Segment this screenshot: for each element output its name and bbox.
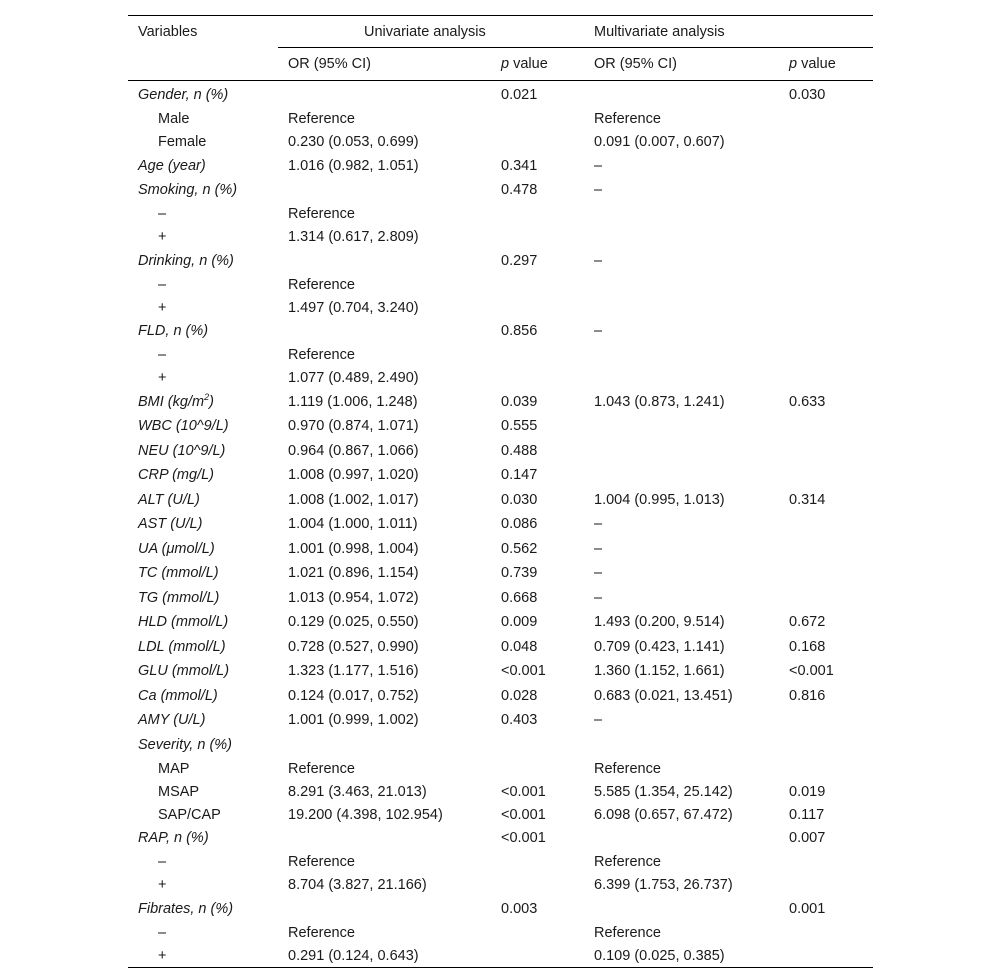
table-row bbox=[128, 488, 873, 513]
univariate-or-cell bbox=[278, 81, 491, 108]
table-row bbox=[128, 108, 873, 131]
multivariate-p-cell bbox=[779, 851, 873, 874]
table-row bbox=[128, 944, 873, 968]
label-text: GLU (mmol/L) bbox=[138, 663, 230, 680]
multivariate-or-cell bbox=[584, 81, 779, 108]
label-text: Fibrates, n (%) bbox=[138, 900, 234, 917]
multivariate-p-cell bbox=[779, 131, 873, 154]
variable-label bbox=[128, 708, 278, 733]
multivariate-p-cell: 0.816 bbox=[789, 687, 826, 704]
table-row bbox=[128, 414, 873, 439]
multivariate-or-cell: – bbox=[594, 540, 603, 557]
table-row bbox=[128, 921, 873, 944]
variable-label bbox=[128, 154, 278, 179]
multivariate-or-cell: – bbox=[594, 157, 603, 174]
univariate-or-cell: 1.001 (0.999, 1.002) bbox=[288, 712, 419, 729]
univariate-p-cell: 0.403 bbox=[501, 712, 538, 729]
univariate-p-cell: <0.001 bbox=[501, 663, 546, 680]
multivariate-or-cell: 6.098 (0.657, 67.472) bbox=[594, 806, 733, 823]
header-group-row bbox=[128, 16, 873, 48]
multivariate-p-cell bbox=[779, 708, 873, 733]
multivariate-or-cell: – bbox=[594, 182, 603, 199]
multivariate-or-header: OR (95% CI) bbox=[584, 48, 779, 81]
multivariate-p-cell: 0.019 bbox=[789, 783, 826, 800]
multivariate-or-cell bbox=[584, 439, 779, 464]
table-row bbox=[128, 684, 873, 709]
multivariate-p-cell bbox=[779, 921, 873, 944]
category-label bbox=[128, 131, 278, 154]
univariate-or-cell: 1.001 (0.998, 1.004) bbox=[288, 540, 419, 557]
multivariate-or-cell bbox=[584, 367, 779, 390]
univariate-or-cell: Reference bbox=[288, 276, 355, 293]
table-row bbox=[128, 708, 873, 733]
multivariate-or-cell bbox=[584, 344, 779, 367]
multivariate-p-cell bbox=[779, 319, 873, 344]
table-row bbox=[128, 367, 873, 390]
univariate-header: Univariate analysis bbox=[278, 16, 584, 48]
univariate-p-cell: 0.086 bbox=[501, 516, 538, 533]
univariate-or-cell: 1.077 (0.489, 2.490) bbox=[288, 370, 419, 386]
variable-label bbox=[128, 390, 278, 415]
category-label bbox=[128, 367, 278, 390]
multivariate-p-cell: <0.001 bbox=[789, 663, 834, 680]
univariate-or-cell: 1.497 (0.704, 3.240) bbox=[288, 299, 419, 316]
label-text: – bbox=[158, 347, 167, 363]
multivariate-or-cell: 5.585 (1.354, 25.142) bbox=[594, 783, 733, 800]
multivariate-p-cell bbox=[779, 586, 873, 611]
table-row bbox=[128, 178, 873, 203]
category-label bbox=[128, 108, 278, 131]
multivariate-or-cell: – bbox=[594, 589, 603, 606]
table-row bbox=[128, 203, 873, 226]
label-text: MSAP bbox=[158, 783, 200, 800]
univariate-or-cell: 8.704 (3.827, 21.166) bbox=[288, 877, 427, 893]
univariate-or-cell bbox=[278, 319, 491, 344]
univariate-or-cell: 0.970 (0.874, 1.071) bbox=[288, 418, 419, 435]
multivariate-p-cell bbox=[779, 537, 873, 562]
variable-label bbox=[128, 826, 278, 851]
label-text: AST (U/L) bbox=[138, 516, 203, 533]
label-text: + bbox=[158, 947, 167, 964]
logistic-regression-table bbox=[128, 15, 873, 968]
multivariate-or-cell: – bbox=[594, 712, 603, 729]
univariate-p-cell bbox=[491, 296, 584, 319]
univariate-p-cell bbox=[491, 367, 584, 390]
multivariate-or-cell bbox=[584, 226, 779, 249]
table-row bbox=[128, 826, 873, 851]
variable-label bbox=[128, 249, 278, 274]
multivariate-p-cell bbox=[779, 154, 873, 179]
univariate-or-cell: 1.008 (0.997, 1.020) bbox=[288, 467, 419, 484]
univariate-or-cell bbox=[278, 826, 491, 851]
univariate-or-cell: Reference bbox=[288, 854, 355, 870]
category-label bbox=[128, 803, 278, 826]
label-text: – bbox=[158, 206, 167, 222]
category-label bbox=[128, 944, 278, 968]
univariate-p-cell: 0.039 bbox=[501, 393, 538, 410]
table-row bbox=[128, 635, 873, 660]
table-row bbox=[128, 561, 873, 586]
variable-label bbox=[128, 81, 278, 108]
univariate-or-cell: 1.004 (1.000, 1.011) bbox=[288, 516, 418, 533]
multivariate-p-cell bbox=[779, 249, 873, 274]
logistic-regression-table-container bbox=[128, 15, 873, 968]
label-text: RAP, n (%) bbox=[138, 830, 209, 847]
univariate-or-cell: Reference bbox=[288, 924, 355, 941]
category-label bbox=[128, 757, 278, 780]
univariate-or-cell: Reference bbox=[288, 347, 355, 363]
multivariate-or-cell: 1.493 (0.200, 9.514) bbox=[594, 614, 725, 631]
label-text: HLD (mmol/L) bbox=[138, 614, 229, 631]
multivariate-p-cell: 0.633 bbox=[789, 393, 826, 410]
multivariate-or-cell: – bbox=[594, 565, 603, 582]
univariate-or-cell: 19.200 (4.398, 102.954) bbox=[288, 806, 443, 823]
univariate-or-cell: 1.323 (1.177, 1.516) bbox=[288, 663, 419, 680]
univariate-or-cell bbox=[278, 249, 491, 274]
multivariate-p-cell bbox=[779, 757, 873, 780]
multivariate-p-cell: 0.001 bbox=[789, 900, 826, 917]
multivariate-or-cell: – bbox=[594, 252, 603, 269]
label-text: SAP/CAP bbox=[158, 806, 221, 823]
univariate-or-cell: 1.314 (0.617, 2.809) bbox=[288, 229, 419, 245]
table-row bbox=[128, 897, 873, 922]
p-italic: p bbox=[501, 56, 510, 72]
table-row bbox=[128, 154, 873, 179]
multivariate-p-cell bbox=[779, 561, 873, 586]
univariate-p-cell bbox=[491, 203, 584, 226]
label-text: – bbox=[158, 854, 167, 870]
univariate-p-cell: <0.001 bbox=[501, 830, 546, 847]
table-body bbox=[128, 81, 873, 968]
univariate-or-cell: 1.013 (0.954, 1.072) bbox=[288, 589, 419, 606]
multivariate-or-cell: 1.004 (0.995, 1.013) bbox=[594, 491, 725, 508]
label-text: UA (μmol/L) bbox=[138, 540, 215, 557]
variable-label bbox=[128, 537, 278, 562]
variable-label bbox=[128, 586, 278, 611]
p-value-word: value bbox=[509, 56, 548, 72]
table-row bbox=[128, 733, 873, 758]
variable-label bbox=[128, 414, 278, 439]
category-label bbox=[128, 344, 278, 367]
variables-header: Variables bbox=[128, 16, 278, 48]
variable-label bbox=[128, 561, 278, 586]
univariate-p-cell: 0.147 bbox=[501, 467, 538, 484]
table-row bbox=[128, 249, 873, 274]
variable-label bbox=[128, 319, 278, 344]
label-text: CRP (mg/L) bbox=[138, 467, 214, 484]
multivariate-or-cell: Reference bbox=[594, 760, 661, 777]
univariate-p-cell: 0.488 bbox=[501, 442, 538, 459]
univariate-or-cell: 1.008 (1.002, 1.017) bbox=[288, 491, 419, 508]
multivariate-or-cell: 1.043 (0.873, 1.241) bbox=[594, 393, 725, 410]
univariate-p-cell: 0.297 bbox=[501, 252, 538, 269]
univariate-p-cell: 0.739 bbox=[501, 565, 538, 582]
variable-label bbox=[128, 684, 278, 709]
label-suffix: ) bbox=[209, 393, 214, 410]
label-text: + bbox=[158, 229, 167, 245]
multivariate-or-cell: Reference bbox=[594, 924, 661, 941]
univariate-p-cell bbox=[491, 226, 584, 249]
univariate-p-cell: <0.001 bbox=[501, 806, 546, 823]
univariate-p-cell: 0.555 bbox=[501, 418, 538, 435]
multivariate-or-cell bbox=[584, 897, 779, 922]
label-text: + bbox=[158, 877, 167, 893]
univariate-p-cell: 0.562 bbox=[501, 540, 538, 557]
multivariate-header: Multivariate analysis bbox=[584, 16, 873, 48]
univariate-or-header: OR (95% CI) bbox=[278, 48, 491, 81]
multivariate-or-cell bbox=[584, 463, 779, 488]
multivariate-p-cell bbox=[779, 367, 873, 390]
univariate-p-cell: 0.048 bbox=[501, 638, 538, 655]
table-row bbox=[128, 610, 873, 635]
multivariate-p-cell bbox=[779, 226, 873, 249]
univariate-p-header bbox=[491, 48, 584, 81]
table-row bbox=[128, 659, 873, 684]
univariate-or-cell: 1.119 (1.006, 1.248) bbox=[288, 393, 418, 410]
multivariate-or-cell bbox=[584, 203, 779, 226]
multivariate-or-cell: Reference bbox=[594, 111, 661, 127]
multivariate-p-cell bbox=[779, 344, 873, 367]
label-text: + bbox=[158, 370, 167, 386]
multivariate-p-cell: 0.117 bbox=[789, 806, 825, 823]
multivariate-or-cell bbox=[584, 296, 779, 319]
univariate-or-cell: 1.021 (0.896, 1.154) bbox=[288, 565, 419, 582]
univariate-p-cell: 0.856 bbox=[501, 323, 538, 340]
univariate-p-cell: 0.030 bbox=[501, 491, 538, 508]
category-label bbox=[128, 203, 278, 226]
multivariate-or-cell: 0.683 (0.021, 13.451) bbox=[594, 687, 733, 704]
univariate-or-cell: 0.129 (0.025, 0.550) bbox=[288, 614, 419, 631]
variable-label bbox=[128, 463, 278, 488]
multivariate-p-cell bbox=[779, 874, 873, 897]
label-text: FLD, n (%) bbox=[138, 323, 209, 340]
variable-label bbox=[128, 733, 278, 758]
multivariate-or-cell: Reference bbox=[594, 854, 661, 870]
header-sub-row bbox=[128, 48, 873, 81]
univariate-p-cell bbox=[491, 851, 584, 874]
label-superscript: 2 bbox=[204, 391, 210, 402]
label-text: MAP bbox=[158, 760, 190, 777]
table-header bbox=[128, 16, 873, 81]
univariate-p-cell bbox=[491, 108, 584, 131]
multivariate-p-header bbox=[779, 48, 873, 81]
univariate-p-cell bbox=[491, 273, 584, 296]
label-text: TG (mmol/L) bbox=[138, 589, 220, 606]
multivariate-or-cell: 1.360 (1.152, 1.661) bbox=[594, 663, 725, 680]
multivariate-or-cell bbox=[584, 273, 779, 296]
univariate-or-cell bbox=[278, 733, 491, 758]
univariate-or-cell: 1.016 (0.982, 1.051) bbox=[288, 157, 419, 174]
table-row bbox=[128, 390, 873, 415]
table-row bbox=[128, 463, 873, 488]
label-text: Age (year) bbox=[138, 157, 206, 174]
category-label bbox=[128, 296, 278, 319]
label-text: Male bbox=[158, 111, 190, 127]
multivariate-or-cell: – bbox=[594, 516, 603, 533]
table-row bbox=[128, 512, 873, 537]
univariate-or-cell: Reference bbox=[288, 206, 355, 222]
multivariate-or-cell bbox=[584, 414, 779, 439]
multivariate-p-cell bbox=[779, 439, 873, 464]
table-row bbox=[128, 226, 873, 249]
label-text: – bbox=[158, 276, 167, 293]
multivariate-or-cell: 0.091 (0.007, 0.607) bbox=[594, 134, 725, 150]
univariate-or-cell: 0.291 (0.124, 0.643) bbox=[278, 944, 491, 968]
univariate-p-cell bbox=[491, 344, 584, 367]
category-label bbox=[128, 851, 278, 874]
label-text: LDL (mmol/L) bbox=[138, 638, 226, 655]
label-text: Ca (mmol/L) bbox=[138, 687, 218, 704]
label-text: Gender, n (%) bbox=[138, 87, 229, 104]
label-text: + bbox=[158, 299, 167, 316]
variable-label bbox=[128, 488, 278, 513]
multivariate-p-cell bbox=[779, 944, 873, 968]
univariate-or-cell: 8.291 (3.463, 21.013) bbox=[288, 783, 427, 800]
label-text: ALT (U/L) bbox=[138, 491, 200, 508]
multivariate-p-cell: 0.314 bbox=[789, 491, 826, 508]
univariate-p-cell: 0.668 bbox=[501, 589, 538, 606]
univariate-p-cell bbox=[491, 131, 584, 154]
category-label bbox=[128, 921, 278, 944]
multivariate-p-cell bbox=[779, 733, 873, 758]
multivariate-p-cell bbox=[779, 178, 873, 203]
table-row bbox=[128, 586, 873, 611]
table-row bbox=[128, 803, 873, 826]
univariate-p-cell bbox=[491, 874, 584, 897]
p-italic: p bbox=[789, 56, 798, 72]
univariate-p-cell: 0.478 bbox=[501, 182, 538, 199]
univariate-p-cell bbox=[491, 944, 584, 968]
label-text: Smoking, n (%) bbox=[138, 182, 238, 199]
multivariate-p-cell: 0.030 bbox=[789, 87, 826, 104]
univariate-or-cell: 0.728 (0.527, 0.990) bbox=[288, 638, 419, 655]
table-row bbox=[128, 81, 873, 108]
univariate-p-cell: 0.021 bbox=[501, 87, 538, 104]
label-text: WBC (10^9/L) bbox=[138, 418, 229, 435]
table-row bbox=[128, 537, 873, 562]
multivariate-or-cell: 0.709 (0.423, 1.141) bbox=[594, 638, 725, 655]
table-row bbox=[128, 757, 873, 780]
label-text: AMY (U/L) bbox=[138, 712, 206, 729]
multivariate-or-cell: – bbox=[594, 323, 603, 340]
category-label bbox=[128, 874, 278, 897]
label-text: – bbox=[158, 924, 167, 941]
variable-label bbox=[128, 659, 278, 684]
multivariate-p-cell: 0.168 bbox=[789, 638, 826, 655]
label-text: TC (mmol/L) bbox=[138, 565, 219, 582]
table-row bbox=[128, 319, 873, 344]
univariate-p-cell bbox=[491, 757, 584, 780]
univariate-p-cell: 0.009 bbox=[501, 614, 538, 631]
univariate-or-cell: Reference bbox=[288, 111, 355, 127]
p-value-word: value bbox=[797, 56, 836, 72]
multivariate-p-cell bbox=[779, 414, 873, 439]
label-text: Female bbox=[158, 134, 207, 150]
multivariate-p-cell: 0.007 bbox=[789, 830, 826, 847]
label-text: Severity, n (%) bbox=[138, 736, 233, 753]
category-label bbox=[128, 226, 278, 249]
multivariate-p-cell bbox=[779, 512, 873, 537]
table-row bbox=[128, 851, 873, 874]
variable-label bbox=[128, 178, 278, 203]
univariate-or-cell bbox=[278, 897, 491, 922]
table-row bbox=[128, 780, 873, 803]
univariate-or-cell bbox=[278, 178, 491, 203]
table-row bbox=[128, 296, 873, 319]
univariate-or-cell: 0.230 (0.053, 0.699) bbox=[288, 134, 419, 150]
multivariate-or-cell: 0.109 (0.025, 0.385) bbox=[584, 944, 779, 968]
table-row bbox=[128, 439, 873, 464]
univariate-p-cell: 0.003 bbox=[501, 900, 538, 917]
category-label bbox=[128, 273, 278, 296]
variable-label bbox=[128, 512, 278, 537]
table-row bbox=[128, 273, 873, 296]
table-row bbox=[128, 874, 873, 897]
multivariate-or-cell bbox=[584, 733, 779, 758]
multivariate-or-cell bbox=[584, 826, 779, 851]
multivariate-or-cell: 6.399 (1.753, 26.737) bbox=[594, 877, 733, 893]
multivariate-p-cell bbox=[779, 108, 873, 131]
label-text: NEU (10^9/L) bbox=[138, 442, 226, 459]
univariate-p-cell bbox=[491, 733, 584, 758]
univariate-or-cell: 0.964 (0.867, 1.066) bbox=[288, 442, 419, 459]
table-row bbox=[128, 131, 873, 154]
header-blank-cell bbox=[128, 48, 278, 81]
variable-label bbox=[128, 439, 278, 464]
variable-label bbox=[128, 897, 278, 922]
category-label bbox=[128, 780, 278, 803]
variable-label bbox=[128, 635, 278, 660]
univariate-p-cell: <0.001 bbox=[501, 783, 546, 800]
label-text: Drinking, n (%) bbox=[138, 252, 234, 269]
univariate-or-cell: Reference bbox=[288, 760, 355, 777]
univariate-p-cell: 0.341 bbox=[501, 157, 538, 174]
multivariate-p-cell bbox=[779, 273, 873, 296]
multivariate-p-cell bbox=[779, 296, 873, 319]
multivariate-p-cell bbox=[779, 203, 873, 226]
table-row bbox=[128, 344, 873, 367]
univariate-or-cell: 0.124 (0.017, 0.752) bbox=[288, 687, 419, 704]
variable-label bbox=[128, 610, 278, 635]
univariate-p-cell: 0.028 bbox=[501, 687, 538, 704]
multivariate-p-cell bbox=[779, 463, 873, 488]
label-text: BMI (kg/m bbox=[138, 393, 205, 410]
univariate-p-cell bbox=[491, 921, 584, 944]
multivariate-p-cell: 0.672 bbox=[789, 614, 826, 631]
